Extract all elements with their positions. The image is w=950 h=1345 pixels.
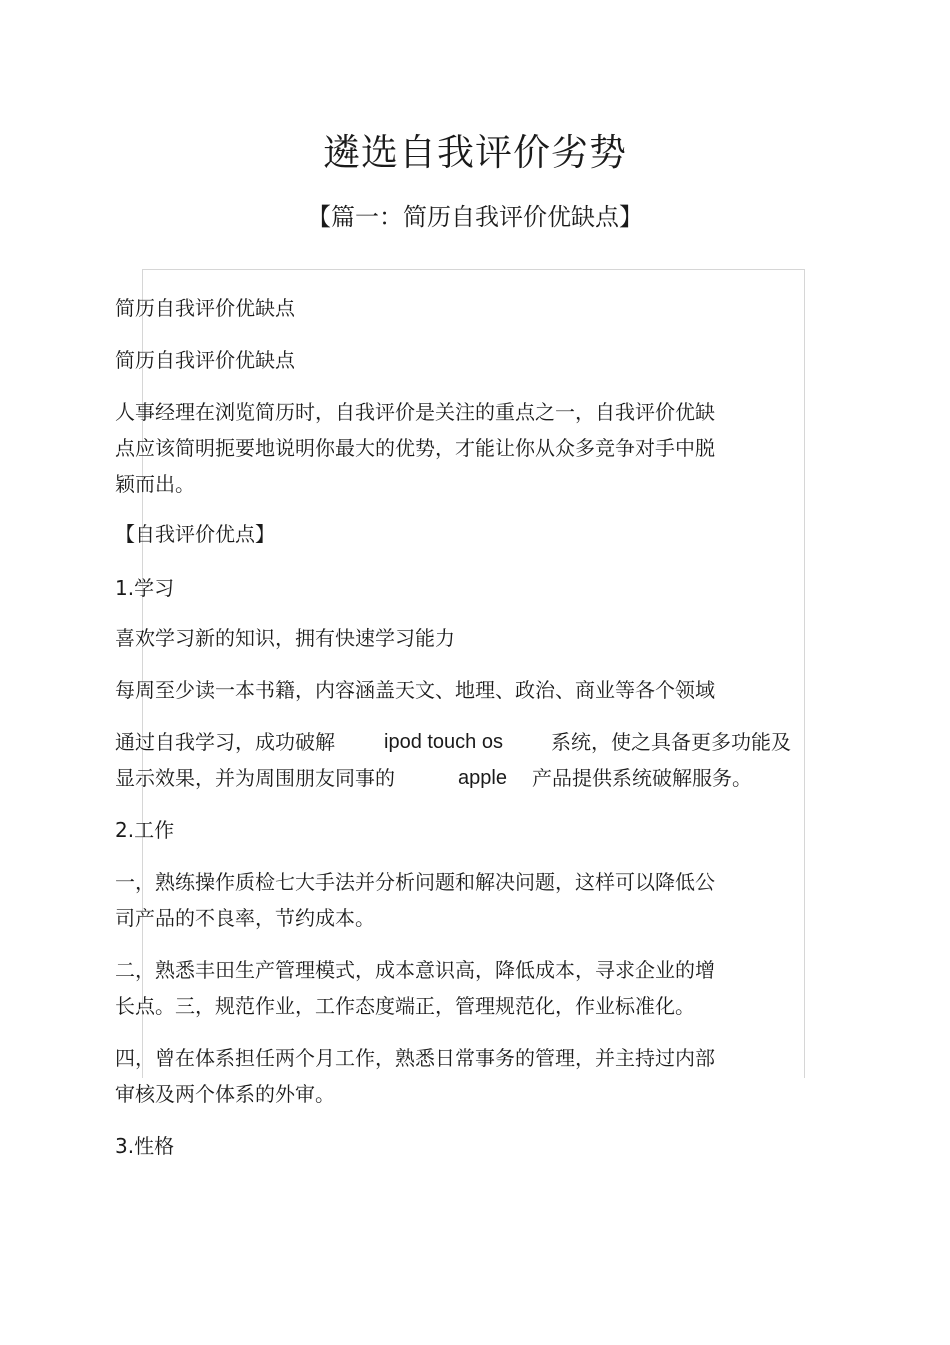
text-fragment-latin: ipod touch os	[384, 731, 503, 753]
text-fragment-latin: apple	[458, 767, 507, 789]
text-line: 长点。三，规范作业，工作态度端正，管理规范化，作业标准化。	[115, 994, 695, 1018]
text-line: 四，曾在体系担任两个月工作，熟悉日常事务的管理，并主持过内部	[115, 1046, 715, 1070]
section-heading: 【自我评价优点】	[115, 522, 275, 546]
section-number: 1.学习	[115, 576, 175, 600]
text-line: 人事经理在浏览简历时，自我评价是关注的重点之一，自我评价优缺	[115, 400, 715, 424]
document-title: 遴选自我评价劣势	[323, 131, 627, 174]
text-line: 点应该简明扼要地说明你最大的优势，才能让你从众多竞争对手中脱	[115, 436, 715, 460]
section-number: 2.工作	[115, 818, 175, 842]
section-number: 3.性格	[115, 1134, 175, 1158]
document-subtitle: 【篇一：简历自我评价优缺点】	[307, 203, 643, 231]
text-line: 每周至少读一本书籍，内容涵盖天文、地理、政治、商业等各个领域	[115, 678, 715, 702]
text-line: 二，熟悉丰田生产管理模式，成本意识高，降低成本，寻求企业的增	[115, 958, 715, 982]
text-line: 审核及两个体系的外审。	[115, 1082, 335, 1106]
text-line: 简历自我评价优缺点	[115, 296, 295, 320]
text-fragment: 产品提供系统破解服务。	[532, 766, 752, 790]
text-line: 显示效果，并为周围朋友同事的	[115, 766, 395, 790]
text-line: 通过自我学习，成功破解	[115, 730, 335, 754]
text-fragment: 系统，使之具备更多功能及	[551, 730, 791, 754]
text-line: 司产品的不良率，节约成本。	[115, 906, 375, 930]
text-line: 一，熟练操作质检七大手法并分析问题和解决问题，这样可以降低公	[115, 870, 715, 894]
text-line: 喜欢学习新的知识，拥有快速学习能力	[115, 626, 455, 650]
text-line: 颖而出。	[115, 472, 195, 496]
text-line: 简历自我评价优缺点	[115, 348, 295, 372]
